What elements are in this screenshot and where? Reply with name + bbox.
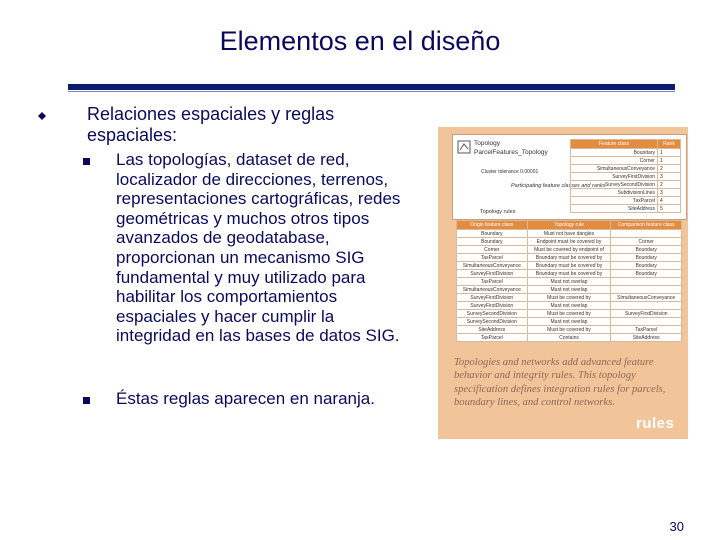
rule-cell: Boundary must be covered by xyxy=(527,254,611,262)
page-number: 30 xyxy=(669,519,684,534)
rule-cell: Must be covered by xyxy=(527,310,611,318)
rule-cell: Must not overlap xyxy=(527,278,611,286)
title-divider-thin xyxy=(68,91,675,92)
rank-cell: 3 xyxy=(657,189,680,197)
rank-cell: 4 xyxy=(657,197,680,205)
origin-cell: SurveySecondDivision xyxy=(457,310,528,318)
origin-cell: SimultaneousConveyance xyxy=(457,286,528,294)
comparison-cell: SiteAddress xyxy=(611,334,682,342)
participating-label: Participating feature classes and ranks xyxy=(511,183,606,189)
cluster-tolerance: Cluster tolerance 0.00001 xyxy=(481,169,539,175)
feature-class-cell: SurveyFirstDivision xyxy=(571,173,658,181)
comparison-cell xyxy=(611,318,682,326)
class-header: Feature class xyxy=(571,140,658,149)
rule-cell: Must be covered by xyxy=(527,326,611,334)
rule-cell: Must not have dangles xyxy=(527,230,611,238)
topology-rule-row xyxy=(457,230,682,238)
comparison-cell xyxy=(611,230,682,238)
rank-cell: 5 xyxy=(657,205,680,213)
rules-label: Topology rules xyxy=(480,209,516,215)
rank-cell: 2 xyxy=(657,165,680,173)
bullet-text-1: Las topologías, dataset de red, localizador de direcciones, terrenos, representaciones cartográficas, redes geométricas y muchos otros tipos avanzados de geodatabase, proporcionan un mecanismo SIG fundamental y muy utilizado para habilitar los comportamientos espaciales y hacer cumplir la integridad en las bases de datos SIG. xyxy=(116,150,401,346)
topology-rules-table xyxy=(456,220,682,342)
comparison-cell: Boundary xyxy=(611,262,682,270)
rank-cell: 3 xyxy=(657,173,680,181)
comparison-cell: TaxParcel xyxy=(611,326,682,334)
origin-header: Origin feature class xyxy=(457,221,528,230)
comparison-cell: Boundary xyxy=(611,254,682,262)
topology-label: Topology xyxy=(474,140,501,147)
square-bullet-icon xyxy=(83,158,90,165)
topology-rule-row xyxy=(457,334,682,342)
origin-cell: TaxParcel xyxy=(457,334,528,342)
origin-cell: SiteAddress xyxy=(457,326,528,334)
topology-rule-row xyxy=(457,278,682,286)
figure-caption: Topologies and networks add advanced feature behavior and integrity rules. This topology specification defines integration rules for parcels, boundary lines, and control networks. xyxy=(454,357,666,409)
rule-cell: Must be covered by endpoint of xyxy=(527,246,611,254)
feature-class-row xyxy=(571,189,681,197)
rank-cell: 1 xyxy=(657,149,680,157)
feature-class-cell: SimultaneousConveyance xyxy=(571,165,658,173)
level1-text: Relaciones espaciales y reglas espaciales: xyxy=(87,104,335,145)
comparison-cell: SimultaneousConveyance xyxy=(611,294,682,302)
origin-cell: SimultaneousConveyance xyxy=(457,262,528,270)
feature-class-cell: TaxParcel xyxy=(571,197,658,205)
comparison-cell: SurveyFirstDivision xyxy=(611,310,682,318)
topology-rule-row xyxy=(457,294,682,302)
slide-title: Elementos en el diseño xyxy=(219,26,501,56)
comparison-cell: Boundary xyxy=(611,246,682,254)
origin-cell: TaxParcel xyxy=(457,254,528,262)
square-bullet-icon xyxy=(83,397,90,404)
topology-rule-row xyxy=(457,302,682,310)
rule-cell: Endpoint must be covered by xyxy=(527,238,611,246)
rule-cell: Must not overlap xyxy=(527,318,611,326)
comparison-header: Comparison feature class xyxy=(611,221,682,230)
feature-class-cell: SurveySecondDivision xyxy=(571,181,658,189)
feature-class-cell: SubdivisionLines xyxy=(571,189,658,197)
rank-cell: 1 xyxy=(657,157,680,165)
comparison-cell: Boundary xyxy=(611,270,682,278)
rank-cell: 2 xyxy=(657,181,680,189)
feature-class-row xyxy=(571,165,681,173)
topology-rule-row xyxy=(457,262,682,270)
comparison-cell xyxy=(611,286,682,294)
feature-class-row xyxy=(571,173,681,181)
topology-icon xyxy=(457,140,471,154)
topology-rule-row xyxy=(457,254,682,262)
feature-class-cell: Boundary xyxy=(571,149,658,157)
topology-rule-row xyxy=(457,326,682,334)
topology-rule-row xyxy=(457,246,682,254)
topology-rule-row xyxy=(457,238,682,246)
origin-cell: Boundary xyxy=(457,230,528,238)
origin-cell: Boundary xyxy=(457,238,528,246)
rule-cell: Boundary must be covered by xyxy=(527,270,611,278)
figure-word: rules xyxy=(636,415,675,432)
comparison-cell: Corner xyxy=(611,238,682,246)
rank-header: Rank xyxy=(657,140,680,149)
diamond-bullet-icon xyxy=(38,112,46,120)
feature-class-cell: Corner xyxy=(571,157,658,165)
rule-cell: Must not overlap xyxy=(527,302,611,310)
rule-cell: Must not overlap xyxy=(527,286,611,294)
topology-rule-row xyxy=(457,286,682,294)
comparison-cell xyxy=(611,302,682,310)
feature-class-row xyxy=(571,197,681,205)
origin-cell: Corner xyxy=(457,246,528,254)
feature-class-row xyxy=(571,205,681,213)
feature-class-table xyxy=(570,139,681,213)
topology-rule-row xyxy=(457,270,682,278)
feature-class-row xyxy=(571,149,681,157)
topology-name: ParcelFeatures_Topology xyxy=(474,149,548,156)
topology-rule-row xyxy=(457,310,682,318)
rule-cell: Boundary must be covered by xyxy=(527,262,611,270)
rule-cell: Contains xyxy=(527,334,611,342)
rule-header: Topology rule xyxy=(527,221,611,230)
title-divider xyxy=(68,84,675,90)
comparison-cell xyxy=(611,278,682,286)
origin-cell: SurveyFirstDivision xyxy=(457,270,528,278)
origin-cell: SurveyFirstDivision xyxy=(457,302,528,310)
feature-class-row xyxy=(571,181,681,189)
feature-class-cell: SiteAddress xyxy=(571,205,658,213)
feature-class-row xyxy=(571,157,681,165)
origin-cell: SurveyFirstDivision xyxy=(457,294,528,302)
rule-cell: Must be covered by xyxy=(527,294,611,302)
topology-rule-row xyxy=(457,318,682,326)
origin-cell: SurveySecondDivision xyxy=(457,318,528,326)
origin-cell: TaxParcel xyxy=(457,278,528,286)
bullet-text-2: Éstas reglas aparecen en naranja. xyxy=(116,389,375,408)
